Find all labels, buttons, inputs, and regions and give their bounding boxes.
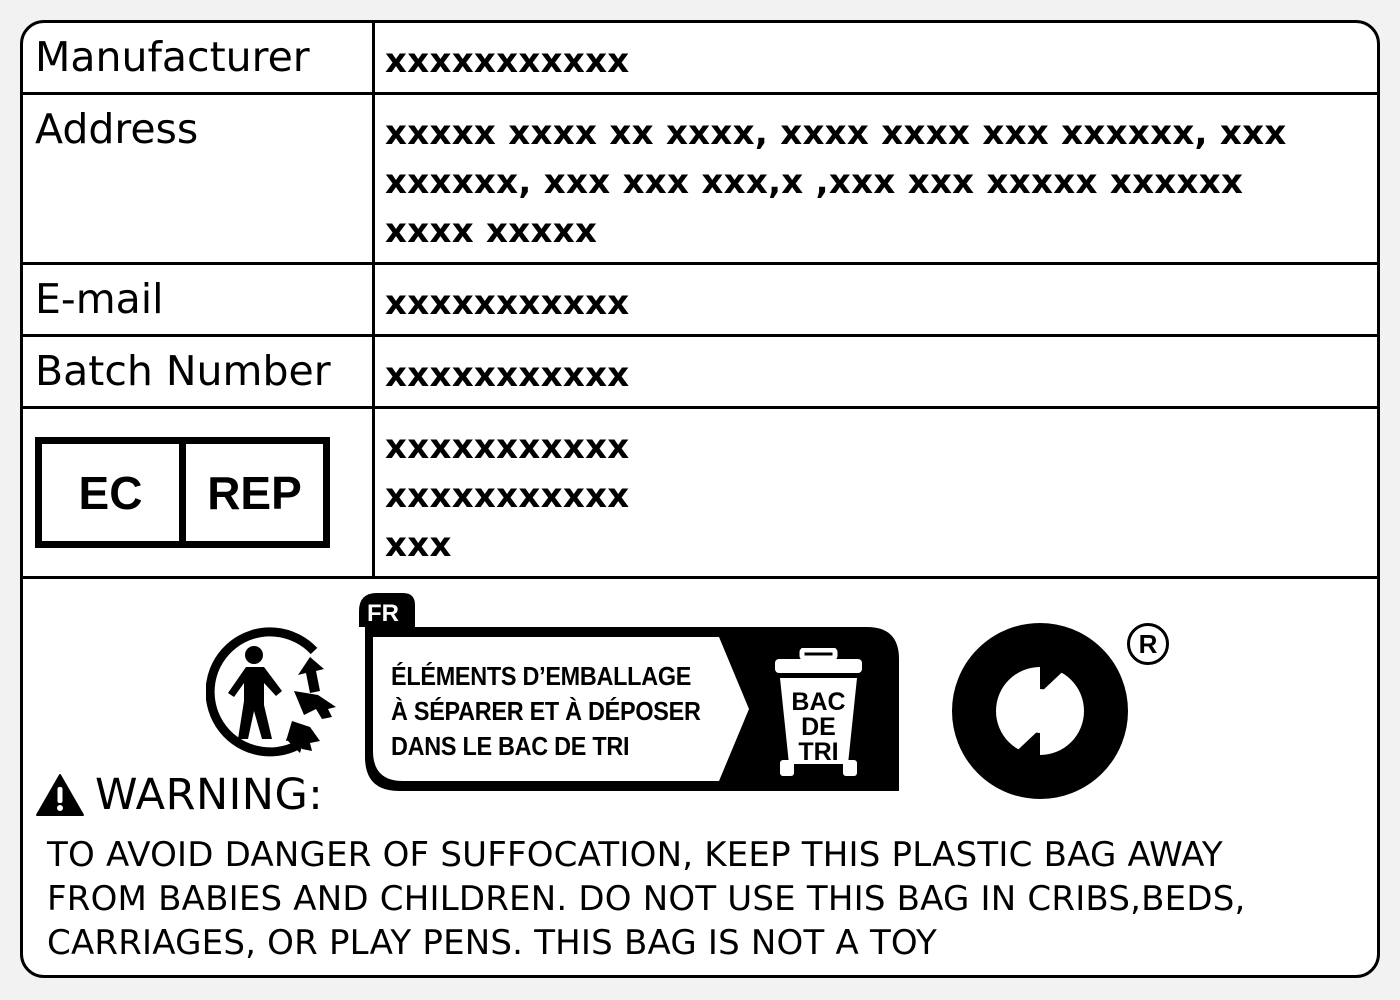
triman-icon [206, 621, 346, 761]
ec-rep-value [385, 423, 1375, 570]
manufacturer-value: xxxxxxxxxxx [385, 41, 630, 81]
address-value [385, 109, 1375, 256]
info-tri-line: À SÉPARER ET À DÉPOSER [391, 696, 701, 726]
green-dot-icon [950, 621, 1130, 801]
product-label [20, 20, 1380, 978]
warning-title: WARNING: [95, 770, 324, 820]
row-divider [23, 92, 1377, 95]
info-tri-line: ÉLÉMENTS D’EMBALLAGE [391, 661, 692, 691]
row-divider [23, 262, 1377, 265]
registered-trademark-icon: R [1127, 623, 1169, 665]
rep-text: REP [179, 444, 323, 541]
row-divider [23, 406, 1377, 409]
warning-line: TO AVOID DANGER OF SUFFOCATION, KEEP THIS PLASTIC BAG AWAY [47, 835, 1223, 875]
info-tri-line: DANS LE BAC DE TRI [391, 731, 630, 761]
recycle-bin-icon [772, 648, 865, 778]
email-value: xxxxxxxxxxx [385, 283, 630, 323]
warning-triangle-icon [35, 773, 85, 817]
info-tri-tab-label: FR [367, 600, 399, 627]
batch-number-label: Batch Number [35, 347, 331, 395]
batch-number-value: xxxxxxxxxxx [385, 355, 630, 395]
bin-text: TRI [798, 738, 839, 766]
address-line: xxxxx xxxx xx xxxx, xxxx xxxx xxx xxxxxx, xxx [385, 113, 1287, 153]
row-divider [23, 576, 1377, 579]
warning-line: CARRIAGES, OR PLAY PENS. THIS BAG IS NOT A TOY [47, 923, 937, 963]
warning-text [47, 833, 1367, 965]
ec-text: EC [78, 466, 143, 519]
bin-text: DE [801, 713, 836, 741]
address-label: Address [35, 105, 199, 153]
address-line: xxxxxx, xxx xxx xxx,x ,xxx xxx xxxxx xxxxxx [385, 162, 1244, 202]
info-tri-text [391, 659, 733, 764]
email-label: E-mail [35, 275, 164, 323]
ec-rep-line: xxxxxxxxxxx [385, 427, 630, 467]
ec-rep-line: xxx [385, 525, 452, 565]
bin-text: BAC [791, 688, 846, 716]
warning-line: FROM BABIES AND CHILDREN. DO NOT USE THIS BAG IN CRIBS,BEDS, [47, 879, 1246, 919]
manufacturer-label: Manufacturer [35, 33, 310, 81]
warning-heading [35, 767, 323, 823]
address-line: xxxx xxxxx [385, 211, 598, 251]
row-divider [23, 334, 1377, 337]
ec-rep-line: xxxxxxxxxxx [385, 476, 630, 516]
ec-rep-symbol [35, 437, 330, 548]
column-divider [372, 23, 375, 577]
